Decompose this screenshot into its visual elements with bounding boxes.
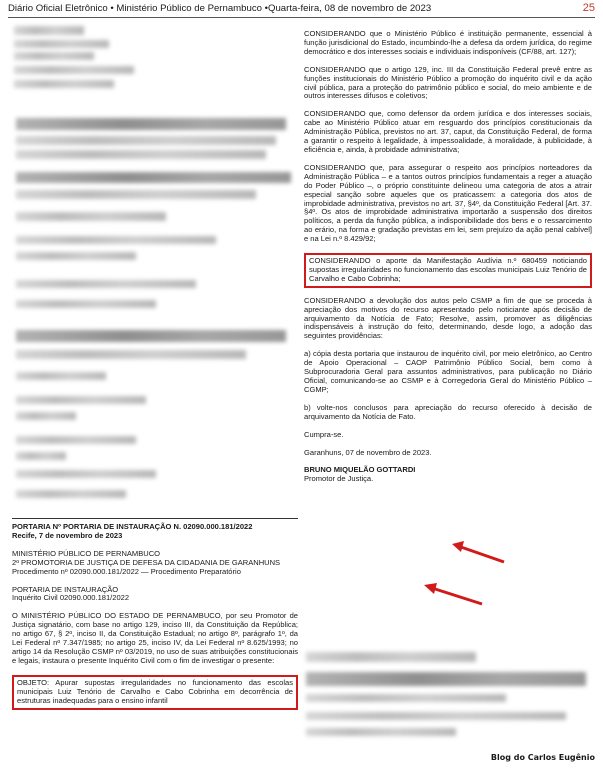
page-header xyxy=(8,3,595,17)
arrow-icon xyxy=(420,580,490,610)
signer-name: BRUNO MIQUELÃO GOTTARDI xyxy=(304,465,416,475)
paragraph-7: a) cópia desta portaria que instaurou de inquérito civil, por meio eletrônico, ao Centro de Apoio Operacional – CAOP Patrimônio Público Social, bem como à Subprocuradoria Geral para assuntos administrativos, para publicação no Diário Oficial, comunicando-se ao CSMP e à Corregedoria Geral do Ministério Público – CGMP; xyxy=(304,349,592,394)
right-column xyxy=(304,30,592,484)
header-rule xyxy=(8,17,595,18)
arrow-icon xyxy=(448,538,508,568)
body-paragraph: O MINISTÉRIO PÚBLICO DO ESTADO DE PERNAMBUCO, por seu Promotor de Justiça signatário, com base no artigo 129, inciso III, da Constituição da República; no artigo 67, § 2º, inciso II, da Constituição Estadual; no artigo 8º, parágrafo 1º, da Lei Federal nº 7.347/1985; no artigo 25, inciso IV, da Lei Federal nº 8.625/1993; no artigo 14 da Resolução CSMP nº 03/2019, no uso de suas atribuições constitucionais e legais, instaura o presente Inquérito Civil com o fim de investigar o presente: xyxy=(12,611,298,665)
paragraph-2: CONSIDERANDO que o artigo 129, inc. III da Constituição Federal prevê entre as funções institucionais do Ministério Público a promoção do inquérito civil e da ação civil pública, para a proteção do patrimônio público e social, do meio ambiente e de outros interesses difusos e coletivos; xyxy=(304,64,592,101)
inquerito-number: Inquérito Civil 02090.000.181/2022 xyxy=(12,593,130,603)
date-line: Garanhuns, 07 de novembro de 2023. xyxy=(304,447,432,457)
blog-signature: Blog do Carlos Eugênio xyxy=(490,753,595,762)
paragraph-8: b) volte-nos conclusos para apreciação do recurso oferecido à decisão de arquivamento da Notícia de Fato. xyxy=(304,402,592,421)
considerando-highlight: CONSIDERANDO o aporte da Manifestação Audívia n.º 680459 noticiando supostas irregularidades no funcionamento das escolas municipais Luiz Tenório de Carvalho e Cabo Cobrinha; xyxy=(304,253,592,288)
paragraph-4: CONSIDERANDO que, para assegurar o respeito aos princípios norteadores da Administração Pública – e a tantos outros princípios fundamentais a reger a atuação do Poder Público –, o próprio constituinte delineou uma categoria de atos a atrair especial sanção sobre aqueles que os praticassem: a categoria dos atos de improbidade administrativa, previstos no art. 37, §4º, da Constituição Federal [Art. 37. §4º. Os atos de improbidade administrativa importarão a suspensão dos direitos políticos, a perda da função pública, a indisponibilidade dos bens e o ressarcimento ao erário, na forma e gradação previstas em lei, sem prejuízo da ação penal cabível] e na Lei n.º 8.429/92; xyxy=(304,162,592,244)
paragraph-3: CONSIDERANDO que, como defensor da ordem jurídica e dos interesses sociais, cabe ao Ministério Público atuar em resguardo dos princípios constitucionais da Administração Pública, previstos no art. 37, caput, da Constituição Federal, de forma a garantir o respeito à legalidade, à impessoalidade, à moralidade, à publicidade, à eficiência e, ainda, à probidade administrativa; xyxy=(304,109,592,154)
promotoria-name: 2º PROMOTORIA DE JUSTIÇA DE DEFESA DA CIDADANIA DE GARANHUNS xyxy=(12,557,281,567)
left-column xyxy=(12,518,298,719)
procedure-number: Procedimento nº 02090.000.181/2022 — Procedimento Preparatório xyxy=(12,566,241,576)
header-title: Diário Oficial Eletrônico • Ministério Público de Pernambuco •Quarta-feira, 08 de novembro de 2023 xyxy=(8,3,432,14)
portaria-heading: PORTARIA DE INSTAURAÇÃO xyxy=(12,584,119,594)
org-name: MINISTÉRIO PÚBLICO DE PERNAMBUCO xyxy=(12,548,161,558)
portaria-date: Recife, 7 de novembro de 2023 xyxy=(12,530,123,540)
paragraph-6: CONSIDERANDO a devolução dos autos pelo CSMP a fim de que se proceda à apreciação dos motivos do recurso apresentado pelo noticiante após decisão de arquivamento da Notícia de Fato; Resolve, assim, promover as diligências indispensáveis à instrução do feito, determinando, desde logo, a adoção das seguintes providências: xyxy=(304,295,592,341)
paragraph-1: CONSIDERANDO que o Ministério Público é instituição permanente, essencial à função jurisdicional do Estado, incumbindo-lhe a defesa da ordem jurídica, do regime democrático e dos interesses sociais e individuais indisponíveis (CF/88, art. 127); xyxy=(304,29,592,56)
portaria-title: PORTARIA Nº PORTARIA DE INSTAURAÇÃO N. 02090.000.181/2022 xyxy=(12,522,253,531)
page-number: 25 xyxy=(582,2,595,14)
signer-title: Promotor de Justiça. xyxy=(304,474,374,484)
cumpra-se: Cumpra-se. xyxy=(304,429,344,439)
objeto-highlight: OBJETO: Apurar supostas irregularidades no funcionamento das escolas municipais Luiz Tenório de Carvalho e Cabo Cobrinha em decorrência de estruturas inadequadas para o ensino infantil xyxy=(12,675,298,710)
